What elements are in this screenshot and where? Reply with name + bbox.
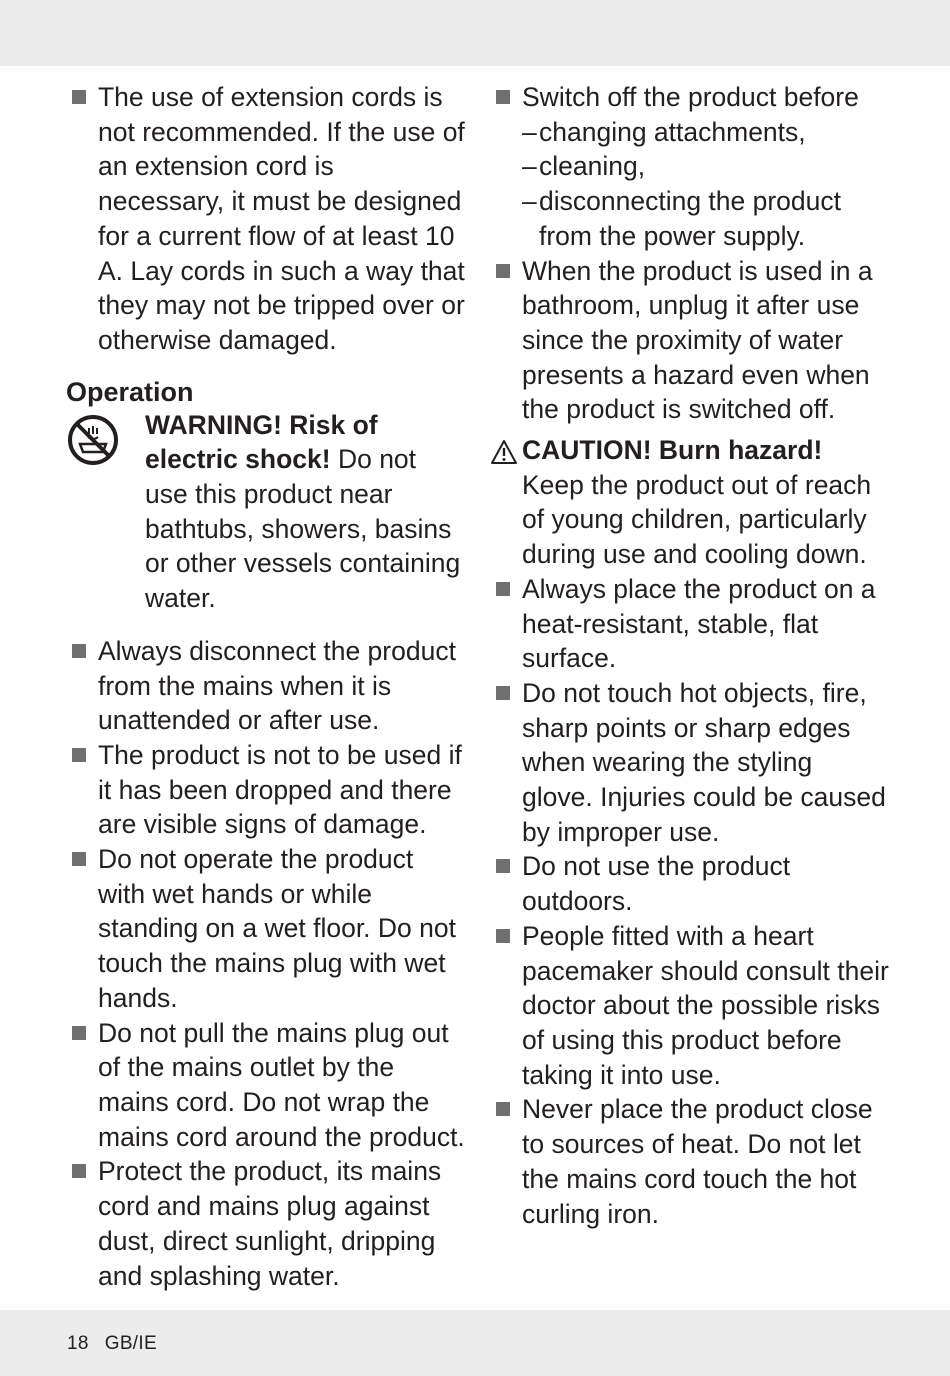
page-number: 18 bbox=[67, 1333, 89, 1354]
warning-title: WARNING! Risk of electric shock! bbox=[145, 409, 378, 475]
caution-title: CAUTION! Burn hazard! bbox=[522, 435, 823, 466]
list-item-text: Always disconnect the product from the mains when it is unattended or after use. bbox=[98, 635, 456, 736]
square-bullet-icon bbox=[72, 1026, 86, 1040]
list-item-text: Protect the product, its mains cord and mains plug against dust, direct sunlight, dripping and splashing water. bbox=[98, 1156, 442, 1291]
caution-text: Keep the product out of reach of young children, particularly during use and cooling down. bbox=[522, 469, 872, 570]
warning-block bbox=[66, 408, 466, 616]
list-item bbox=[66, 842, 466, 1016]
sub-list-item-text: cleaning, bbox=[539, 151, 646, 182]
warning-text: Do not use this product near bathtubs, showers, basins or other vessels containing water. bbox=[145, 444, 461, 614]
list-item bbox=[66, 738, 466, 842]
square-bullet-icon bbox=[72, 852, 86, 866]
list-item bbox=[66, 1154, 466, 1293]
square-bullet-icon bbox=[496, 264, 510, 278]
dash-bullet: – bbox=[522, 151, 537, 182]
sub-list-item bbox=[490, 149, 890, 184]
list-item bbox=[490, 1092, 890, 1231]
list-item bbox=[490, 919, 890, 1093]
switch-off-intro: Switch off the product before bbox=[522, 82, 859, 112]
extension-cord-text: The use of extension cords is not recommended. If the use of an extension cord is necessary, it must be designed for a current flow of at least 10 A. Lay cords in such a way that they may not be tripped over or otherwise damaged. bbox=[98, 82, 465, 355]
bathroom-text: When the product is used in a bathroom, unplug it after use since the proximity of water presents a hazard even when the product is switched off. bbox=[522, 255, 873, 425]
sub-list-item-text: changing attachments, bbox=[539, 116, 806, 147]
square-bullet-icon bbox=[496, 1102, 510, 1116]
sub-list-item bbox=[490, 115, 890, 150]
square-bullet-icon bbox=[496, 929, 510, 943]
list-item bbox=[66, 1016, 466, 1155]
section-heading: Operation bbox=[66, 376, 194, 407]
list-item-text: The product is not to be used if it has been dropped and there are visible signs of damage. bbox=[98, 739, 462, 840]
square-bullet-icon bbox=[72, 644, 86, 658]
footer bbox=[67, 1333, 157, 1355]
square-bullet-icon bbox=[496, 859, 510, 873]
square-bullet-icon bbox=[496, 686, 510, 700]
sub-list-item bbox=[490, 184, 890, 253]
list-item-text: Do not pull the mains plug out of the mains outlet by the mains cord. Do not wrap the mains cord around the product. bbox=[98, 1017, 465, 1152]
caution-block bbox=[490, 433, 890, 572]
dash-bullet: – bbox=[522, 116, 537, 147]
square-bullet-icon bbox=[72, 1164, 86, 1178]
list-item bbox=[490, 254, 890, 428]
left-column bbox=[66, 80, 466, 1293]
list-item bbox=[66, 80, 466, 358]
right-column bbox=[490, 80, 890, 1231]
list-item-text: Always place the product on a heat-resistant, stable, flat surface. bbox=[522, 573, 876, 674]
list-item bbox=[490, 80, 890, 115]
list-item bbox=[490, 849, 890, 918]
square-bullet-icon bbox=[72, 748, 86, 762]
list-item-text: Never place the product close to sources of heat. Do not let the mains cord touch the hot curling iron. bbox=[522, 1094, 873, 1229]
locale-label: GB/IE bbox=[104, 1333, 157, 1354]
dash-bullet: – bbox=[522, 186, 537, 217]
warning-triangle-icon bbox=[490, 439, 518, 465]
list-item bbox=[490, 676, 890, 850]
square-bullet-icon bbox=[72, 90, 86, 104]
list-item-text: Do not operate the product with wet hands or while standing on a wet floor. Do not touch the mains plug with wet hands. bbox=[98, 844, 456, 1013]
list-item-text: People fitted with a heart pacemaker should consult their doctor about the possible risks of using this product before taking it into use. bbox=[522, 920, 889, 1090]
no-water-prohibition-icon bbox=[66, 413, 120, 467]
header-band bbox=[0, 0, 950, 66]
list-item bbox=[490, 572, 890, 676]
list-item bbox=[66, 634, 466, 738]
sub-list-item-text: disconnecting the product from the power supply. bbox=[539, 186, 842, 251]
square-bullet-icon bbox=[496, 90, 510, 104]
square-bullet-icon bbox=[496, 582, 510, 596]
list-item-text: Do not use the product outdoors. bbox=[522, 851, 791, 917]
list-item-text: Do not touch hot objects, fire, sharp points or sharp edges when wearing the styling glove. Injuries could be caused by improper use. bbox=[522, 677, 886, 847]
